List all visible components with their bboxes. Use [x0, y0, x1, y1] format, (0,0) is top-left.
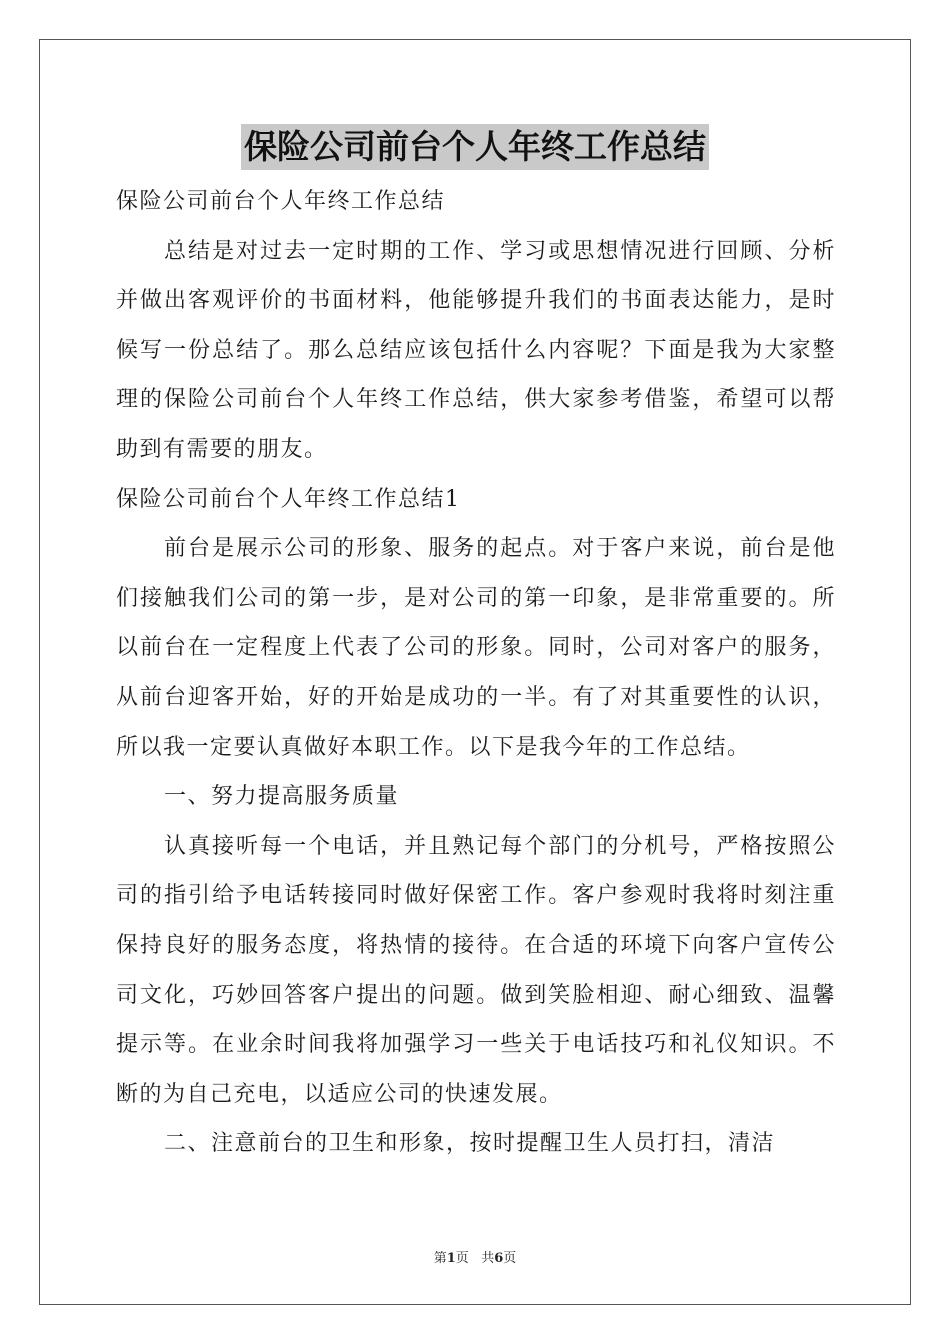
page-footer [0, 1247, 950, 1266]
point-heading: 二、注意前台的卫生和形象，按时提醒卫生人员打扫，清洁 [164, 1131, 776, 1157]
intro-paragraph: 总结是对过去一定时期的工作、学习或思想情况进行回顾、分析并做出客观评价的书面材料，他能够提升我们的书面表达能力，是时候写一份总结了。那么总结应该包括什么内容呢？下面是我为大家整理的保险公司前台个人年终工作总结，供大家参考借鉴，希望可以帮助到有需要的朋友。 [116, 238, 836, 462]
section-heading: 保险公司前台个人年终工作总结1 [116, 486, 461, 512]
body-paragraph: 前台是展示公司的形象、服务的起点。对于客户来说，前台是他们接触我们公司的第一步，是对公司的第一印象，是非常重要的。所以前台在一定程度上代表了公司的形象。同时，公司对客户的服务，从前台迎客开始，好的开始是成功的一半。有了对其重要性的认识，所以我一定要认真做好本职工作。以下是我今年的工作总结。 [116, 536, 836, 760]
page-current: 1 [446, 1251, 456, 1266]
subtitle-line: 保险公司前台个人年终工作总结 [116, 189, 446, 214]
document-title: 保险公司前台个人年终工作总结 [241, 124, 709, 170]
page-unit: 页 [455, 1251, 469, 1266]
footer-spacer [469, 1251, 481, 1266]
total-unit: 页 [503, 1251, 517, 1266]
title-container [0, 124, 950, 170]
page-total: 6 [494, 1251, 504, 1266]
document-body [116, 177, 836, 1169]
page-prefix: 第 [433, 1251, 447, 1266]
body-paragraph: 认真接听每一个电话，并且熟记每个部门的分机号，严格按照公司的指引给予电话转接同时做好保密工作。客户参观时我将时刻注重保持良好的服务态度，将热情的接待。在合适的环境下向客户宣传公司文化，巧妙回答客户提出的问题。做到笑脸相迎、耐心细致、温馨提示等。在业余时间我将加强学习一些关于电话技巧和礼仪知识。不断的为自己充电，以适应公司的快速发展。 [116, 833, 836, 1107]
total-prefix: 共 [481, 1251, 495, 1266]
point-heading: 一、努力提高服务质量 [164, 784, 400, 810]
